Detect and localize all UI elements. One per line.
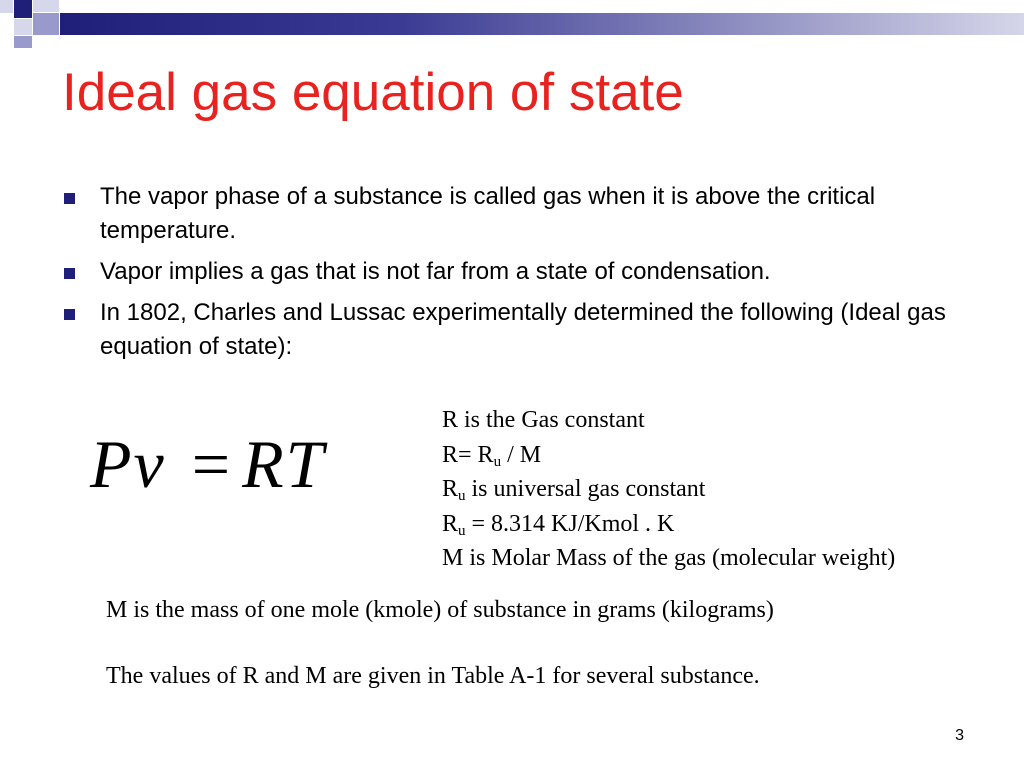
definition-line — [442, 472, 895, 507]
deco-square — [0, 0, 13, 13]
definition-text: R is the Gas constant — [442, 407, 645, 433]
bullet-item — [62, 255, 962, 289]
deco-square — [33, 13, 59, 35]
bullet-list — [62, 180, 962, 371]
constant-definitions — [442, 403, 895, 576]
definition-text: / M — [501, 441, 542, 468]
bullet-text: Vapor implies a gas that is not far from a state of condensation. — [100, 258, 771, 285]
subscript: u — [458, 488, 466, 504]
deco-square — [14, 19, 32, 35]
deco-square — [0, 19, 13, 35]
bullet-text: In 1802, Charles and Lussac experimentally determined the following (Ideal gas equation of state): — [100, 299, 946, 360]
equation-lhs: Pv — [90, 426, 166, 502]
definition-line — [442, 507, 895, 542]
definition-text: = 8.314 KJ/Kmol . K — [465, 510, 675, 537]
bullet-item — [62, 296, 962, 364]
subscript: u — [458, 522, 466, 539]
subscript: u — [493, 453, 502, 470]
definition-text: R= R — [442, 441, 494, 468]
table-reference-note: The values of R and M are given in Table A-1 for several substance. — [106, 663, 760, 689]
slide-title: Ideal gas equation of state — [62, 63, 684, 122]
header-gradient-bar — [60, 13, 1024, 35]
square-bullet-icon — [64, 309, 75, 320]
bullet-text: The vapor phase of a substance is called gas when it is above the critical temperature. — [100, 183, 876, 244]
bullet-item — [62, 180, 962, 248]
deco-square — [33, 36, 59, 48]
square-bullet-icon — [64, 193, 75, 204]
equation-rhs: RT — [242, 426, 326, 502]
deco-square — [14, 0, 32, 18]
page-number: 3 — [955, 727, 964, 744]
square-bullet-icon — [64, 268, 75, 279]
definition-line — [442, 438, 895, 473]
definition-text: R — [442, 510, 459, 537]
molar-mass-note: M is the mass of one mole (kmole) of substance in grams (kilograms) — [106, 597, 774, 623]
definition-line — [442, 403, 895, 438]
equation-equals-sign: = — [191, 426, 233, 502]
definition-text: is universal gas constant — [465, 476, 706, 502]
definition-text: R — [442, 476, 459, 502]
definition-text: M is Molar Mass of the gas (molecular weight) — [442, 545, 896, 571]
ideal-gas-equation — [90, 425, 325, 504]
definition-line — [442, 541, 895, 576]
deco-square — [33, 0, 59, 12]
deco-square — [14, 36, 32, 48]
